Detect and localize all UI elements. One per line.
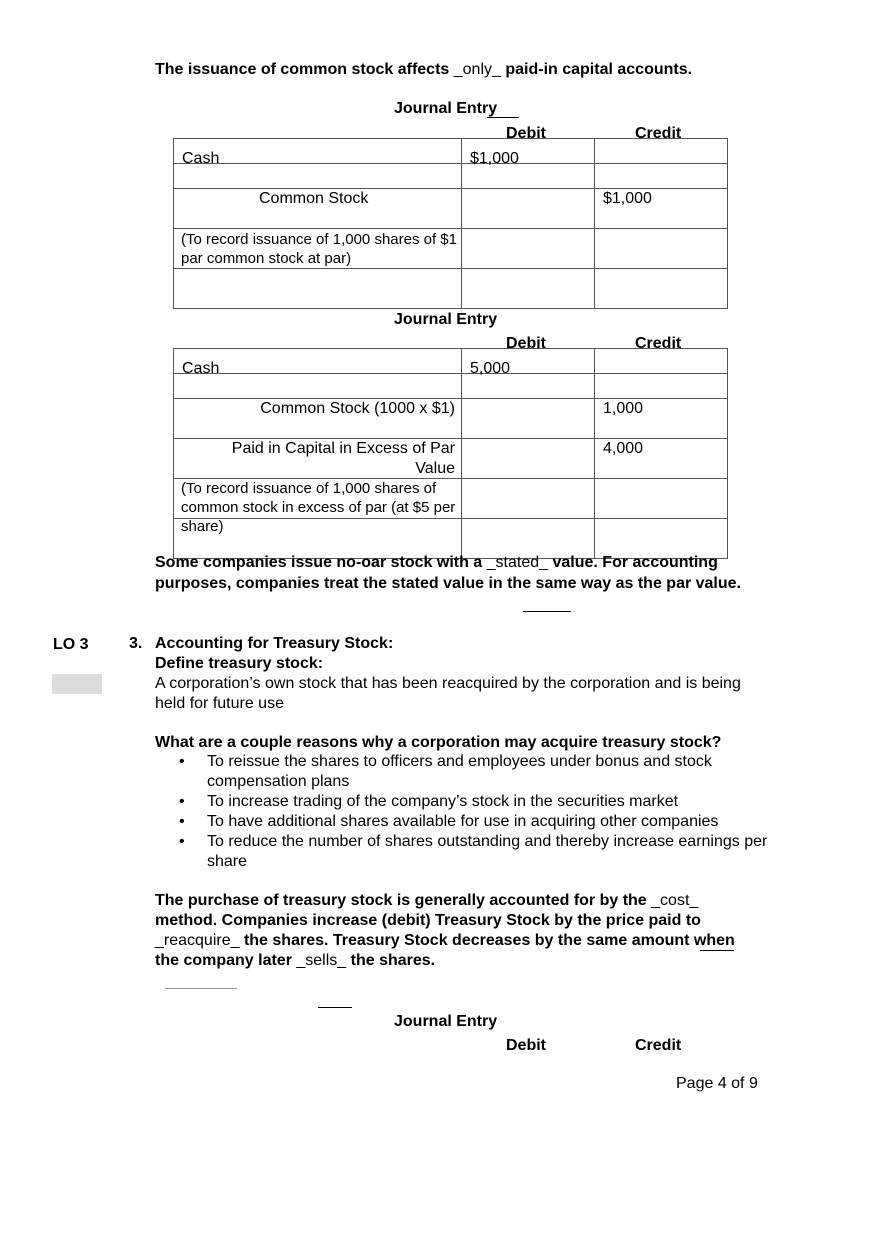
no-par-line-1 — [155, 553, 718, 573]
intro-sentence — [155, 60, 692, 80]
journal2-account-cash: Cash — [182, 360, 220, 377]
journal2-credit-paid-in-capital: 4,000 — [603, 440, 644, 457]
intro-blank-answer: _only_ — [453, 61, 501, 78]
purchase-line-4 — [155, 951, 435, 971]
table-row — [174, 229, 728, 269]
list-item — [175, 792, 805, 812]
gray-rule — [165, 988, 237, 989]
journal1-explanation: (To record issuance of 1,000 shares of $1 par common stock at par) — [181, 231, 457, 267]
journal2-explanation: (To record issuance of 1,000 shares of common stock in excess of par (at $5 per share) — [181, 480, 456, 535]
journal2-account-paid-in-capital: Paid in Capital in Excess of Par Value — [231, 440, 455, 477]
journal1-account-cash: Cash — [182, 150, 220, 167]
reasons-question: What are a couple reasons why a corporation may acquire treasury stock? — [155, 734, 722, 751]
reasons-list — [175, 752, 805, 872]
journal3-credit-header: Credit — [635, 1037, 682, 1054]
reason-text: To have additional shares available for use in acquiring other companies — [207, 813, 719, 830]
no-par-line-2: purposes, companies treat the stated value in the same way as the par value. — [155, 575, 741, 592]
table-row — [174, 269, 728, 309]
table-row — [174, 439, 728, 479]
purchase-line-1 — [155, 891, 698, 911]
lo-label: LO 3 — [53, 636, 89, 653]
table-row — [174, 164, 728, 189]
journal1-credit-common-stock: $1,000 — [603, 190, 652, 207]
journal1-debit-cash: $1,000 — [470, 150, 519, 167]
list-item — [175, 752, 805, 792]
journal2-table — [173, 348, 728, 559]
table-row — [174, 189, 728, 229]
lo-highlight-box — [52, 674, 102, 694]
purchase-blank-cost: _cost_ — [651, 892, 699, 909]
intro-text: The issuance of common stock affects — [155, 61, 454, 78]
page-number: Page 4 of 9 — [676, 1075, 758, 1092]
bullet-icon: • — [179, 833, 185, 850]
section-number: 3. — [129, 635, 143, 652]
purchase-line-2: method. Companies increase (debit) Treasury Stock by the price paid to — [155, 912, 701, 929]
journal1-table — [173, 138, 728, 309]
no-par-text-end: value. For accounting — [548, 554, 718, 571]
purchase-text: the company later — [155, 952, 297, 969]
journal3-title: Journal Entry — [394, 1013, 498, 1030]
purchase-text: The purchase of treasury stock is generally accounted for by the — [155, 892, 652, 909]
answer-blank-line-2 — [318, 1007, 352, 1008]
definition-line-1: A corporation’s own stock that has been reacquired by the corporation and is being — [155, 675, 741, 692]
table-row — [174, 374, 728, 399]
journal1-credit-header: Credit — [635, 125, 682, 142]
bullet-icon: • — [179, 793, 185, 810]
purchase-blank-sells: _sells_ — [296, 952, 347, 969]
list-item — [175, 832, 805, 872]
journal2-account-common-stock: Common Stock (1000 x $1) — [260, 400, 455, 417]
intro-text-end: paid-in capital accounts. — [500, 61, 693, 78]
define-label: Define treasury stock: — [155, 655, 324, 672]
journal3-debit-header: Debit — [506, 1037, 546, 1054]
table-row — [174, 479, 728, 519]
purchase-text-end: the shares. — [346, 952, 436, 969]
section-title: Accounting for Treasury Stock: — [155, 635, 394, 652]
table-row — [174, 349, 728, 374]
journal2-credit-common-stock: 1,000 — [603, 400, 644, 417]
reason-text: To increase trading of the company’s stock in the securities market — [207, 793, 679, 810]
amount-underline — [700, 950, 734, 951]
journal2-title: Journal Entry — [394, 311, 498, 328]
journal1-debit-header: Debit — [506, 125, 546, 142]
journal2-credit-header: Credit — [635, 335, 682, 352]
journal1-account-common-stock: Common Stock — [259, 190, 369, 207]
no-par-blank-answer: _stated_ — [486, 554, 549, 571]
table-row — [174, 399, 728, 439]
table-row — [174, 139, 728, 164]
no-par-text: Some companies issue no-oar stock with a — [155, 554, 487, 571]
purchase-text: the shares. Treasury Stock decreases by the same amount when — [239, 932, 735, 949]
bullet-icon: • — [179, 813, 185, 830]
reason-text: To reduce the number of shares outstanding and thereby increase earnings per share — [207, 833, 768, 870]
definition-line-2: held for future use — [155, 695, 284, 712]
reason-text: To reissue the shares to officers and employees under bonus and stock compensation plans — [207, 753, 712, 790]
purchase-blank-reacquire: _reacquire_ — [155, 932, 240, 949]
journal2-debit-header: Debit — [506, 335, 546, 352]
journal1-title-underline — [487, 117, 519, 118]
bullet-icon: • — [179, 753, 185, 770]
journal1-title: Journal Entry — [394, 100, 498, 117]
journal2-debit-cash: 5,000 — [470, 360, 511, 377]
purchase-line-3 — [155, 931, 735, 951]
answer-blank-line — [523, 611, 571, 612]
list-item — [175, 812, 805, 832]
